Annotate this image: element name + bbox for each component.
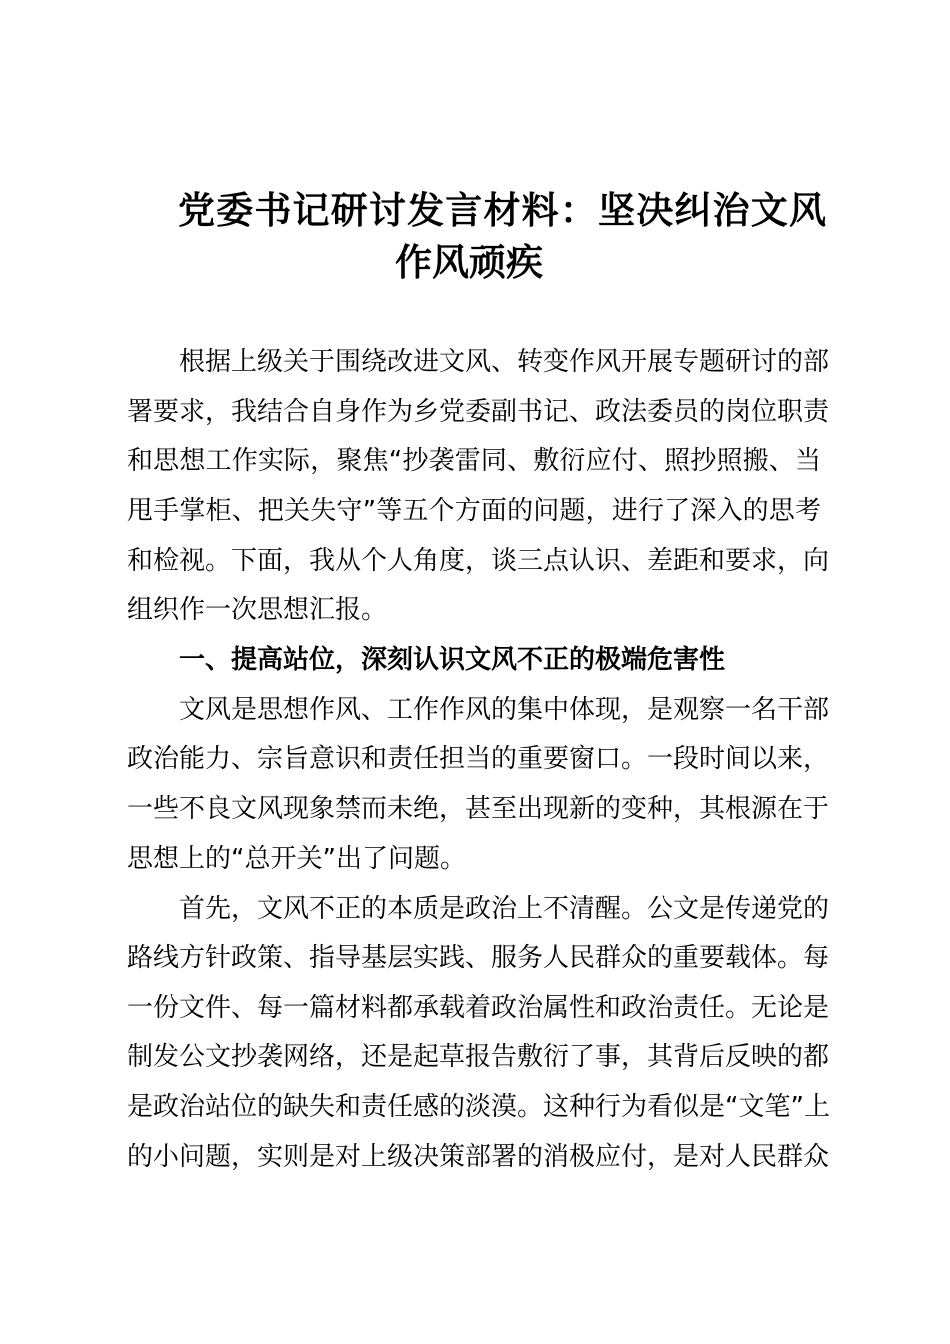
paragraph-2-line-4: 思想上的“总开关”出了问题。 <box>127 844 466 874</box>
paragraph-3-line-4: 制发公文抄袭网络，还是起草报告敷衍了事，其背后反映的都 <box>127 1042 830 1072</box>
paragraph-1-line-4: 甩手掌柜、把关失守”等五个方面的问题，进行了深入的思考 <box>127 496 821 526</box>
document-title-line-2: 作风顽疾 <box>395 240 543 284</box>
paragraph-1-line-3: 和思想工作实际，聚焦“抄袭雷同、敷衍应付、照抄照搬、当 <box>127 446 821 476</box>
section-heading-1: 一、提高站位，深刻认识文风不正的极端危害性 <box>179 645 726 675</box>
paragraph-1-line-5: 和检视。下面，我从个人角度，谈三点认识、差距和要求，向 <box>127 546 830 576</box>
document-title-line-1: 党委书记研讨发言材料：坚决纠治文风 <box>178 188 826 232</box>
paragraph-3-line-1: 首先，文风不正的本质是政治上不清醒。公文是传递党的 <box>179 894 830 924</box>
paragraph-3-line-3: 一份文件、每一篇材料都承载着政治属性和政治责任。无论是 <box>127 993 830 1023</box>
paragraph-1-line-1: 根据上级关于围绕改进文风、转变作风开展专题研讨的部 <box>179 347 830 377</box>
paragraph-2-line-2: 政治能力、宗旨意识和责任担当的重要窗口。一段时间以来， <box>127 744 830 774</box>
paragraph-3-line-5: 是政治站位的缺失和责任感的淡漠。这种行为看似是“文笔”上 <box>127 1092 830 1122</box>
paragraph-1-line-2: 署要求，我结合自身作为乡党委副书记、政法委员的岗位职责 <box>127 397 830 427</box>
paragraph-2-line-3: 一些不良文风现象禁而未绝，甚至出现新的变种，其根源在于 <box>127 794 830 824</box>
paragraph-2-line-1: 文风是思想作风、工作作风的集中体现，是观察一名干部 <box>179 695 830 725</box>
paragraph-1-line-6: 组织作一次思想汇报。 <box>127 595 388 625</box>
paragraph-3-line-2: 路线方针政策、指导基层实践、服务人民群众的重要载体。每 <box>127 943 830 973</box>
paragraph-3-line-6: 的小问题，实则是对上级决策部署的消极应付，是对人民群众 <box>127 1142 830 1172</box>
